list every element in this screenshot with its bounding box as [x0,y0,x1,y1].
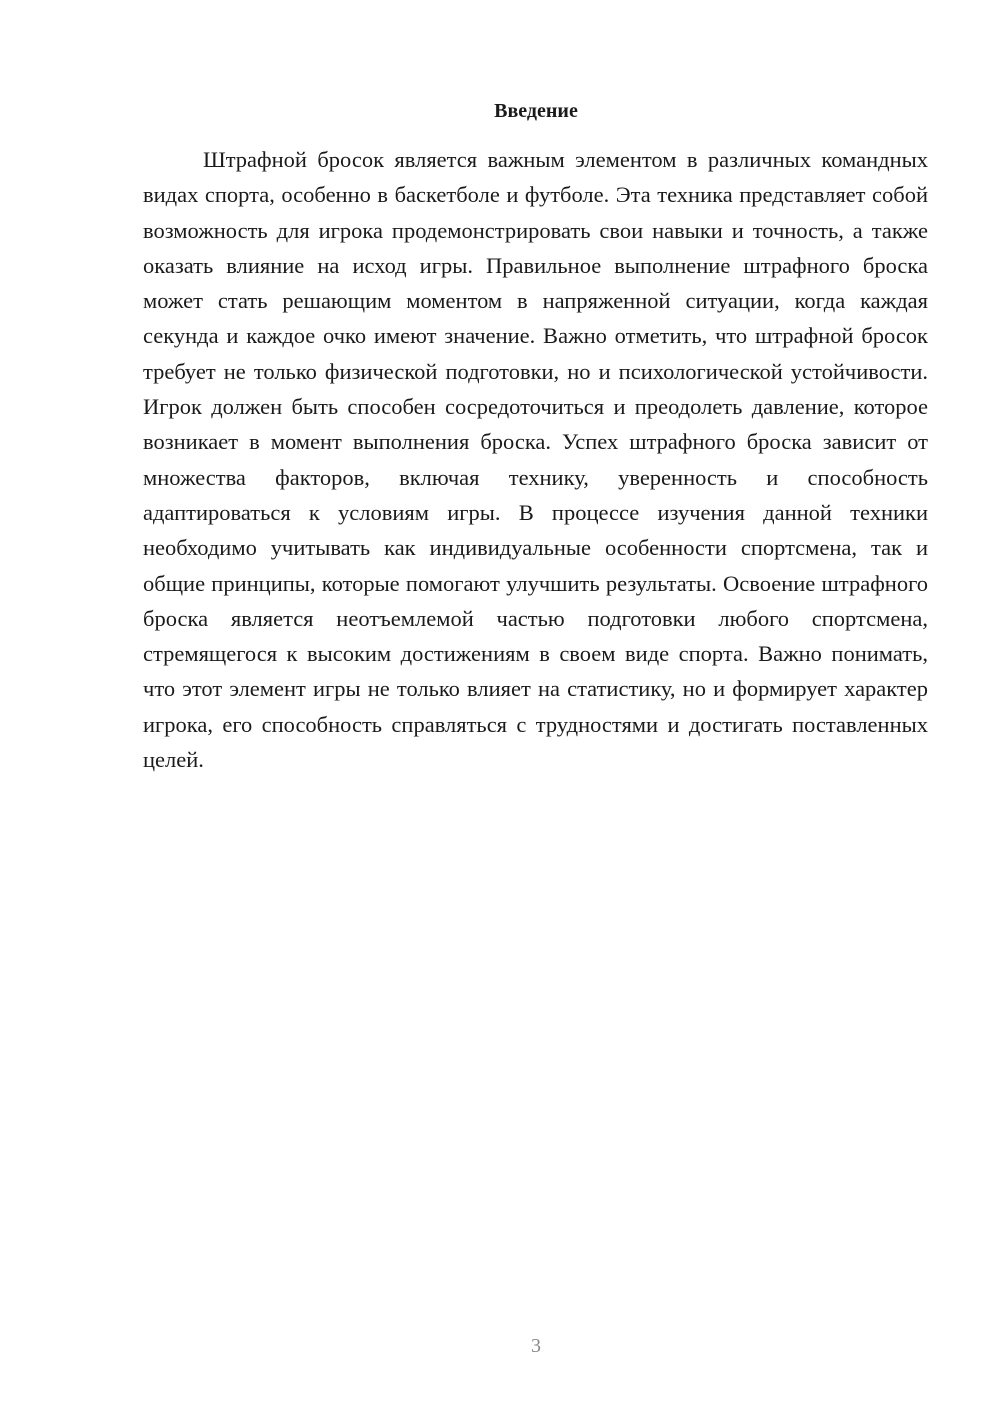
page-number: 3 [531,1335,541,1357]
section-title: Введение [494,100,578,122]
body-paragraph: Штрафной бросок является важным элементом в различных командных видах спорта, особенно в баскетболе и футболе. Эта техника представляет собой возможность для игрока продемонстрировать свои навыки и точность, а также оказать влияние на исход игры. Правильное выполнение штрафного броска может стать решающим моментом в напряженной ситуации, когда каждая секунда и каждое очко имеют значение. Важно отметить, что штрафной бросок требует не только физической подготовки, но и психологической устойчивости. Игрок должен быть способен сосредоточиться и преодолеть давление, которое возникает в момент выполнения броска. Успех штрафного броска зависит от множества факторов, включая технику, уверенность и способность адаптироваться к условиям игры. В процессе изучения данной техники необходимо учитывать как индивидуальные особенности спортсмена, так и общие принципы, которые помогают улучшить результаты. Освоение штрафного броска является неотъемлемой частью подготовки любого спортсмена, стремящегося к высоким достижениям в своем виде спорта. Важно понимать, что этот элемент игры не только влияет на статистику, но и формирует характер игрока, его способность справляться с трудностями и достигать поставленных целей. [143,147,928,773]
